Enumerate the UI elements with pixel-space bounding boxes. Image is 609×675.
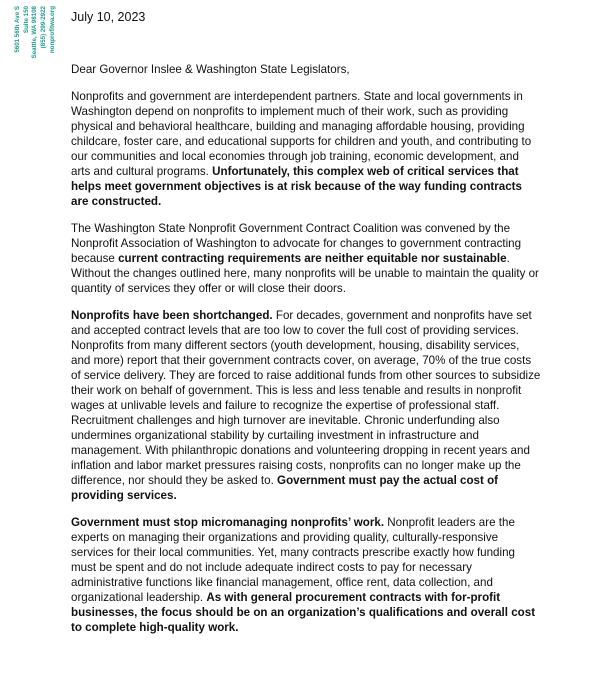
address-sidebar: [14, 6, 64, 76]
paragraph-3-heading: Nonprofits have been shortchanged.: [71, 309, 273, 322]
website-line[interactable]: nonprofitwa.org: [48, 6, 56, 54]
paragraph-4-heading: Government must stop micromanaging nonprofits’ work.: [71, 516, 385, 529]
paragraph-3-emphasis: Government must pay the actual cost of providing services.: [71, 474, 499, 502]
paragraph-4-text: Nonprofit leaders are the experts on managing their organizations and providing quality, culturally-responsive services for their local communities. Yet, many contracts prescribe exactly how funding must be spent and do not include adequate indirect costs to pay for necessary administrative functions like financial management, office rent, data collection, and organizational leadership.: [71, 516, 515, 604]
paragraph-1: [71, 89, 541, 209]
paragraph-4: [71, 515, 541, 635]
address-block: [14, 6, 58, 64]
paragraph-2: [71, 221, 541, 296]
paragraph-3: [71, 308, 541, 503]
paragraph-2-text-end: . Without the changes outlined here, many nonprofits will be unable to maintain the quality or quantity of services they offer or will close their doors.: [71, 252, 539, 295]
address-line: Seattle, WA 98108: [31, 6, 39, 59]
paragraph-2-emphasis: current contracting requirements are neither equitable nor sustainable: [118, 252, 507, 265]
paragraph-1-emphasis: Unfortunately, this complex web of critical services that helps meet government objectives is at risk because of the way funding contracts are constructed.: [71, 165, 522, 208]
salutation: Dear Governor Inslee & Washington State Legislators,: [71, 63, 350, 76]
phone-line: (855) 299-2922: [40, 6, 48, 49]
letter-body: [71, 62, 541, 647]
paragraph-3-text: For decades, government and nonprofits have set and accepted contract levels that are too low to cover the full cost of providing services. Nonprofits from many different sectors (youth development, housing, disability services, and more) report that their government contracts cover, on average, 70% of the true costs of service delivery. They are forced to raise additional funds from other sources to subsidize their work on behalf of government. This is less and less tenable and results in nonprofit wages at unlivable levels and failure to recognize the expertise of professional staff. Recruitment challenges and high turnover are inevitable. Chronic underfunding also undermines organizational stability by curtailing investment in infrastructure and management. With philanthropic donations and volunteering dropping in recent years and inflation and labor market pressures raising costs, nonprofits can no longer make up the difference, nor should they be asked to.: [71, 309, 541, 487]
paragraph-4-emphasis: As with general procurement contracts with for-profit businesses, the focus should be on an organization’s qualifications and overall cost to complete high-quality work.: [71, 591, 536, 634]
paragraph-1-text: Nonprofits and government are interdependent partners. State and local governments in Washington depend on nonprofits to implement much of their work, such as providing physical and behavioral healthcare, building and managing affordable housing, providing childcare, foster care, and educational supports for children and youth, and contributing to our communities and local economies through job training, economic development, and arts and cultural programs.: [71, 90, 532, 178]
address-line: 5601 56th Ave S: [14, 6, 21, 53]
address-line: Suite 150: [22, 6, 30, 34]
letter-date: July 10, 2023: [71, 10, 146, 24]
paragraph-2-text-start: The Washington State Nonprofit Government Contract Coalition was convened by the Nonprofit Association of Washington to advocate for changes to government contracting because: [71, 222, 522, 265]
